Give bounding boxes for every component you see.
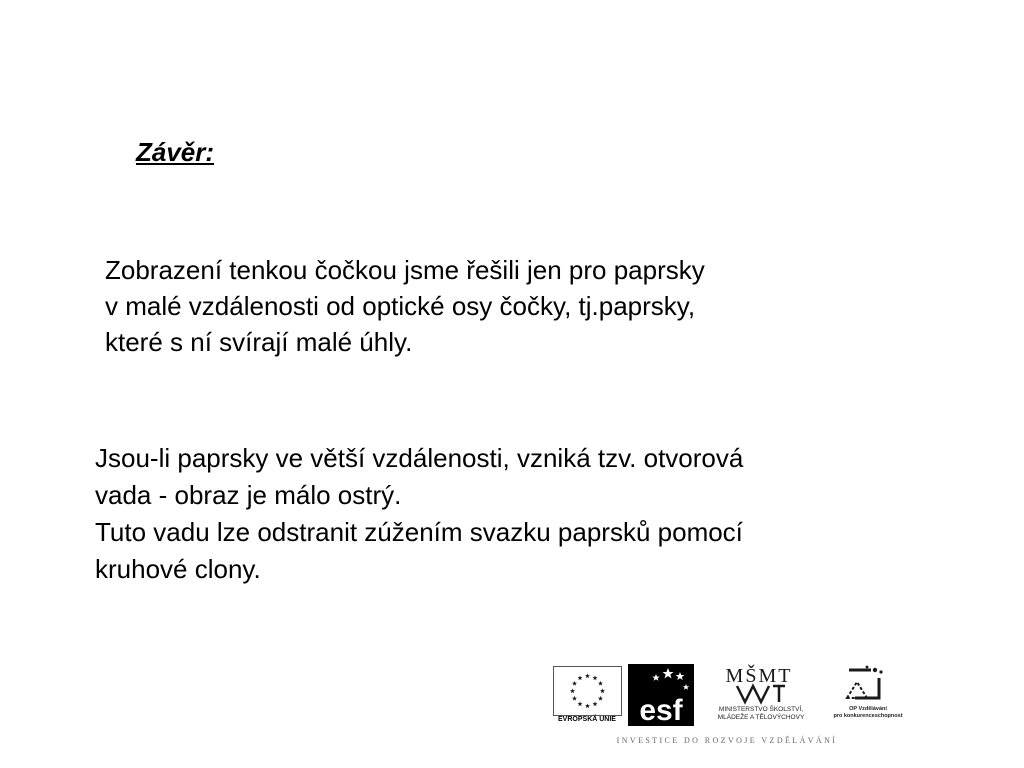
eu-flag-logo	[553, 666, 622, 716]
op-label-line: OP Vzdělávání	[849, 706, 887, 712]
paragraph-2	[95, 440, 743, 588]
eu-label: EVROPSKÁ UNIE	[558, 716, 616, 723]
eu-star-icon	[570, 688, 575, 693]
paragraph-2-line: vada - obraz je málo ostrý.	[95, 480, 402, 510]
eu-stars-icon	[554, 667, 621, 715]
eu-star-icon	[598, 681, 603, 686]
msmt-label-line: MLÁDEŽE A TĚLOVÝCHOVY	[717, 714, 805, 721]
eu-star-icon	[578, 701, 583, 706]
slide-heading: Závěr:	[136, 137, 215, 167]
paragraph-2-line: kruhové clony.	[95, 554, 261, 584]
paragraph-1-line: Zobrazení tenkou čočkou jsme řešili jen pro paprsky	[105, 255, 705, 285]
paragraph-1	[105, 252, 705, 360]
eu-star-icon	[585, 673, 590, 678]
paragraph-1-line: které s ní svírají malé úhly.	[105, 327, 413, 357]
op-label-line: pro konkurenceschopnost	[833, 713, 903, 719]
eu-star-icon	[572, 696, 577, 701]
eu-star-icon	[593, 675, 598, 680]
paragraph-2-line: Jsou-li paprsky ve větší vzdálenosti, vzniká tzv. otvorová	[95, 443, 744, 473]
eu-star-icon	[572, 681, 577, 686]
eu-star-icon	[578, 675, 583, 680]
paragraph-1-line: v malé vzdálenosti od optické osy čočky, tj.paprsky,	[105, 291, 696, 321]
eu-star-icon	[600, 688, 605, 693]
msmt-label-line: MINISTERSTVO ŠKOLSTVÍ,	[718, 706, 804, 713]
footer-logos	[549, 662, 905, 748]
eu-star-icon	[585, 703, 590, 708]
eu-star-icon	[593, 701, 598, 706]
eu-star-icon	[598, 696, 603, 701]
msmt-logo	[701, 662, 821, 728]
esf-logo	[628, 664, 694, 726]
paragraph-2-line: Tuto vadu lze odstranit zúžením svazku paprsků pomocí	[95, 517, 743, 547]
esf-logo-text: esf	[639, 694, 683, 727]
op-logo	[831, 664, 903, 726]
msmt-logo-text: MŠMT	[725, 665, 793, 687]
footer-tagline: INVESTICE DO ROZVOJE VZDĚLÁVÁNÍ	[616, 736, 838, 745]
